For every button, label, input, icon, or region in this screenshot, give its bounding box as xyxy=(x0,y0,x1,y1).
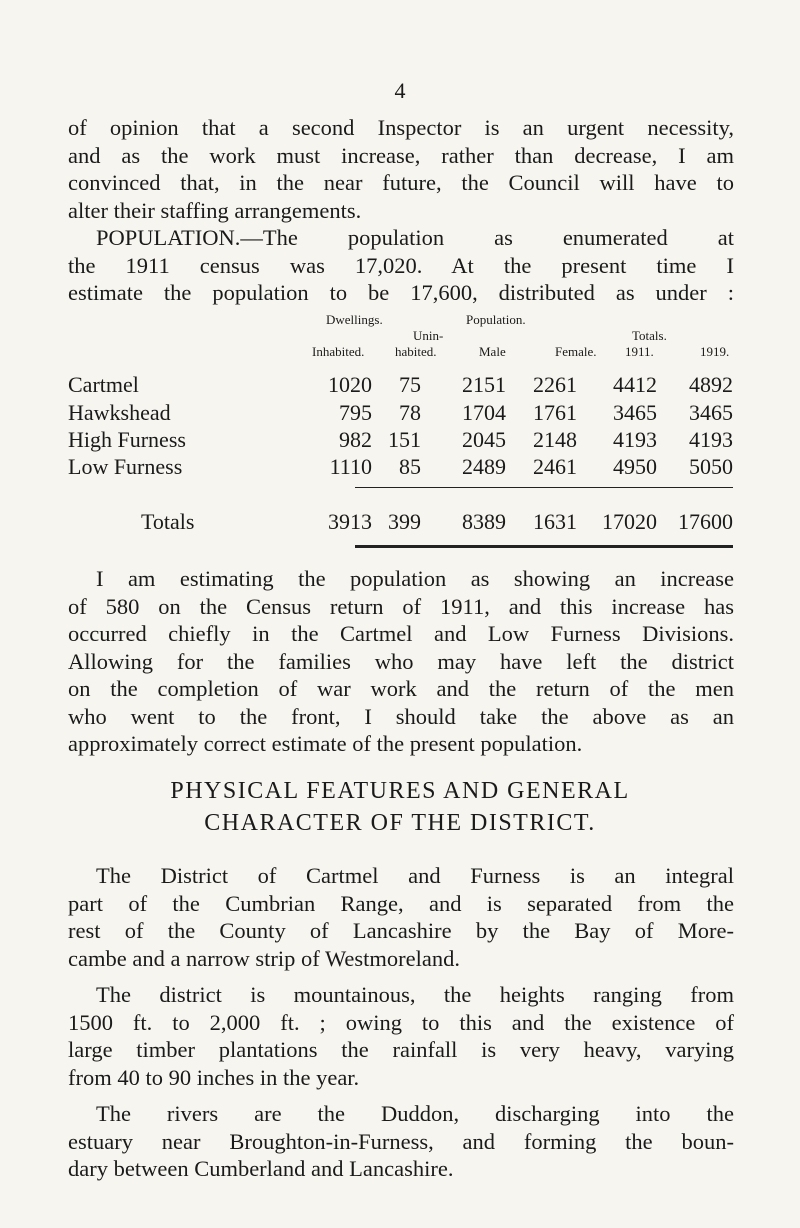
text-line: on the completion of war work and the return of the men xyxy=(68,676,734,701)
population-paragraph xyxy=(68,224,734,307)
cell-female: 2148 xyxy=(533,427,577,452)
mountain-paragraph xyxy=(68,981,734,1091)
section-heading-line2: CHARACTER OF THE DISTRICT. xyxy=(204,810,596,836)
text-line: estuary near Broughton-in-Furness, and forming the boun- xyxy=(68,1128,734,1154)
text-line: of opinion that a second Inspector is an urgent necessity, xyxy=(68,115,734,140)
text-line: of 580 on the Census return of 1911, and this increase has xyxy=(68,593,734,619)
cell-female: 1761 xyxy=(533,400,577,425)
cell-inhabited: 1110 xyxy=(329,454,372,479)
text-line: occurred chiefly in the Cartmel and Low Furness Divisions. xyxy=(68,621,734,646)
header-population: Population. xyxy=(466,312,526,327)
estimate-paragraph xyxy=(68,565,734,758)
cell-1911: 4193 xyxy=(613,427,657,452)
text-line: alter their staffing arrangements. xyxy=(68,197,362,223)
cell-male: 2045 xyxy=(462,427,506,452)
text-line: part of the Cumbrian Range, and is separated from the xyxy=(68,890,734,916)
cell-1911: 3465 xyxy=(613,400,657,425)
cell-uninhabited: 75 xyxy=(399,372,421,397)
text-line: who went to the front, I should take the above as an xyxy=(68,703,734,729)
cell-female: 1631 xyxy=(533,509,577,534)
cell-inhabited: 1020 xyxy=(328,372,372,397)
district-paragraph xyxy=(68,862,734,972)
cell-1911: 4412 xyxy=(613,372,657,397)
page-number: 4 xyxy=(394,78,406,103)
header-uninhabited-2: habited. xyxy=(395,344,437,359)
text-line: cambe and a narrow strip of Westmoreland. xyxy=(68,945,461,971)
section-heading-line1: PHYSICAL FEATURES AND GENERAL xyxy=(170,778,630,804)
text-line: rest of the County of Lancashire by the Bay of More- xyxy=(68,918,734,943)
header-male: Male xyxy=(479,344,506,359)
intro-paragraph xyxy=(68,114,734,224)
cell-inhabited: 982 xyxy=(339,427,372,452)
header-totals: Totals. xyxy=(632,328,667,343)
text-line: I am estimating the population as showing an increase xyxy=(96,566,734,591)
cell-uninhabited: 85 xyxy=(399,454,421,479)
text-line: large timber plantations the rainfall is very heavy, varying xyxy=(68,1037,734,1062)
text-line: The District of Cartmel and Furness is an integral xyxy=(96,863,734,888)
cell-1919: 3465 xyxy=(689,400,733,425)
text-line: POPULATION.—The population as enumerated at xyxy=(96,225,734,250)
cell-1919: 4193 xyxy=(689,427,733,452)
rivers-paragraph xyxy=(68,1100,734,1183)
cell-uninhabited: 399 xyxy=(388,509,421,534)
text-line: the 1911 census was 17,020. At the present time I xyxy=(68,252,734,278)
table-rule-top xyxy=(355,487,733,488)
cell-male: 1704 xyxy=(462,400,506,425)
row-label-low-furness: Low Furness xyxy=(68,454,183,479)
header-inhabited: Inhabited. xyxy=(312,344,365,359)
cell-inhabited: 3913 xyxy=(328,509,372,534)
cell-male: 2151 xyxy=(462,372,506,397)
cell-uninhabited: 78 xyxy=(399,400,421,425)
cell-1911: 4950 xyxy=(613,454,657,479)
text-line: The district is mountainous, the heights ranging from xyxy=(96,982,734,1007)
text-line: The rivers are the Duddon, discharging into the xyxy=(96,1101,734,1126)
cell-uninhabited: 151 xyxy=(388,427,421,452)
text-line: dary between Cumberland and Lancashire. xyxy=(68,1156,454,1181)
cell-1919: 5050 xyxy=(689,454,733,479)
row-label-high-furness: High Furness xyxy=(68,427,186,452)
cell-female: 2461 xyxy=(533,454,577,479)
cell-inhabited: 795 xyxy=(339,400,372,425)
text-line: estimate the population to be 17,600, distributed as under : xyxy=(68,280,734,305)
text-line: 1500 ft. to 2,000 ft. ; owing to this and the existence of xyxy=(68,1009,734,1035)
row-label-hawkshead: Hawkshead xyxy=(68,400,171,425)
text-line: convinced that, in the near future, the Council will have to xyxy=(68,170,734,195)
header-female: Female. xyxy=(555,344,597,359)
header-uninhabited-1: Unin- xyxy=(413,328,444,343)
cell-1911: 17020 xyxy=(602,509,657,534)
text-line: approximately correct estimate of the present population. xyxy=(68,731,583,756)
header-1911: 1911. xyxy=(625,344,654,359)
row-label-totals: Totals xyxy=(141,509,195,534)
text-line: and as the work must increase, rather than decrease, I am xyxy=(68,142,734,168)
cell-female: 2261 xyxy=(533,372,577,397)
table-rule-bottom xyxy=(355,545,733,548)
row-label-cartmel: Cartmel xyxy=(68,372,139,397)
cell-male: 2489 xyxy=(462,454,506,479)
cell-1919: 17600 xyxy=(678,509,733,534)
header-1919: 1919. xyxy=(700,344,730,359)
header-dwellings: Dwellings. xyxy=(326,312,383,327)
cell-1919: 4892 xyxy=(689,372,733,397)
cell-male: 8389 xyxy=(462,509,506,534)
text-line: from 40 to 90 inches in the year. xyxy=(68,1064,360,1090)
text-line: Allowing for the families who may have left the district xyxy=(68,648,734,674)
